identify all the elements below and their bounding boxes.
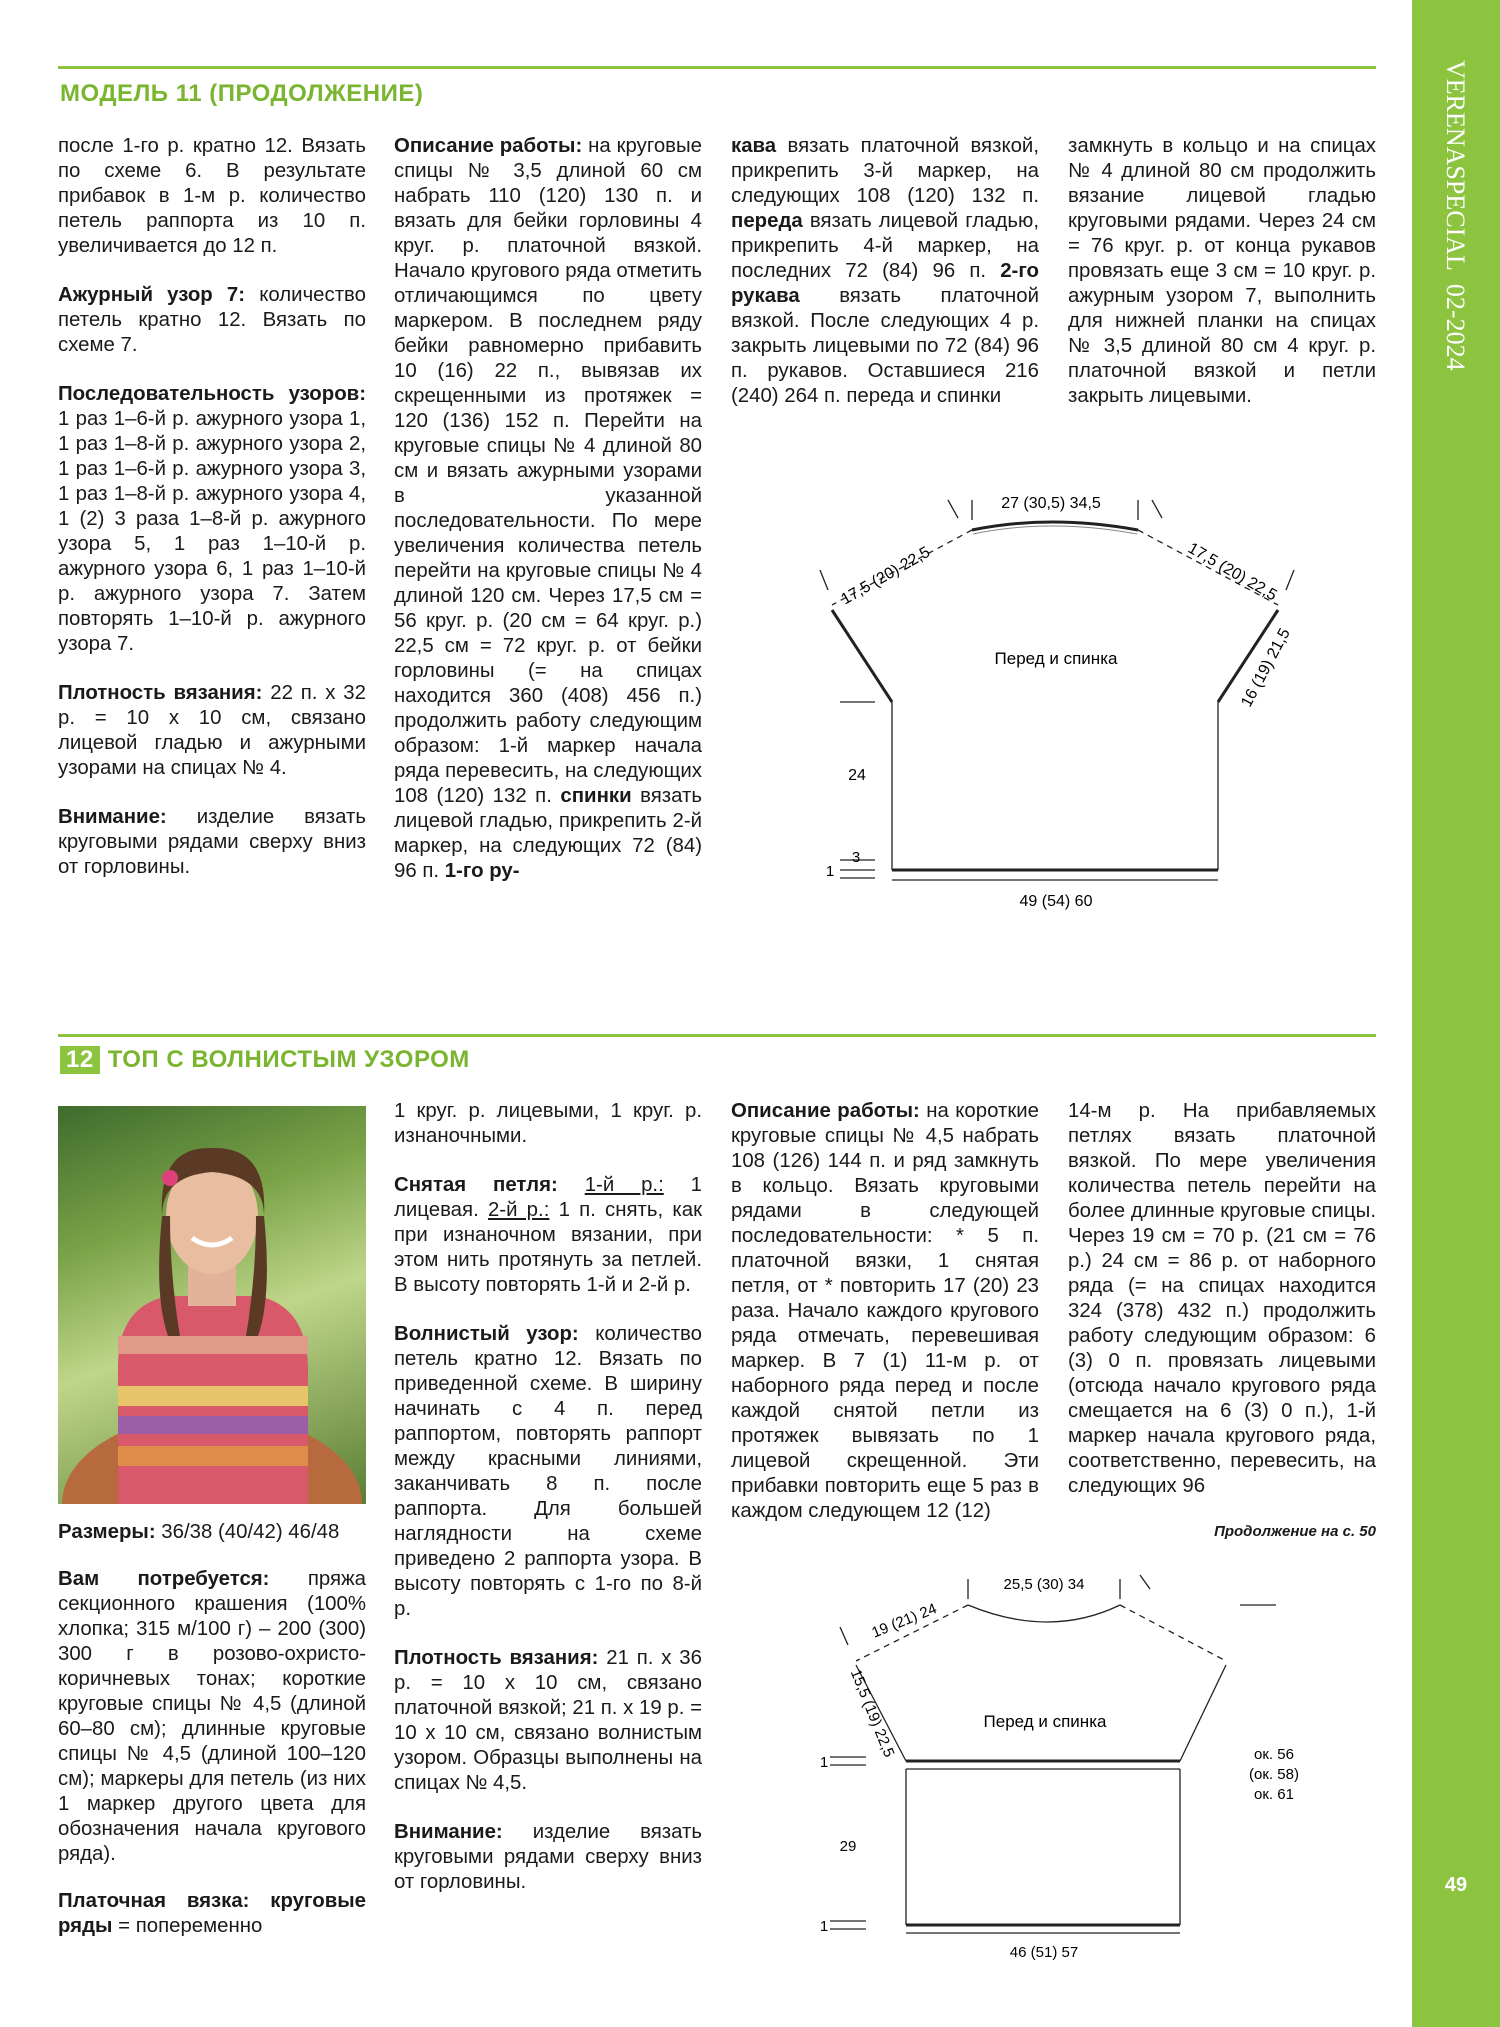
label: Внимание: bbox=[58, 806, 167, 828]
label: Плотность вязания: bbox=[58, 682, 263, 704]
text: изделие вязать круговыми рядами сверху вниз от горловины. bbox=[394, 1821, 702, 1893]
model12-schematic bbox=[800, 1565, 1360, 1975]
label: Описание работы: bbox=[394, 135, 583, 157]
dim-neck: 27 (30,5) 34,5 bbox=[1001, 495, 1101, 512]
text: пряжа секционного крашения (100% хлопка; 315 м/100 г) – 200 (300) 300 г в розово-охристо-коричневых тонах; короткие круговые спицы № 4,5 (длиной 60–80 см); длинные круговые спицы № 4,5 (длиной 100–120 см); маркеры для петель (из них 1 маркер другого цвета для обозначения начала кругового ряда). bbox=[58, 1568, 366, 1865]
label: Ажурный узор 7: bbox=[58, 284, 246, 306]
row-label: 2-й р.: bbox=[487, 1199, 550, 1221]
dim-top-band: 1 bbox=[819, 1754, 829, 1771]
dim-left-sleeve: 17,5 (20) 22,5 bbox=[838, 543, 934, 609]
label: Вам потребуется: bbox=[58, 1568, 270, 1590]
text: количество петель кратно 12. Вязать по приведенной схеме. В ширину начинать с 4 п. перед раппортом, повторять раппорт между красными линиями, заканчивать 8 п. после раппорта. Для большей наглядности на схеме приведено 2 раппорта узора. В высоту повторять с 1-го по 8-й р. bbox=[394, 1323, 702, 1620]
bold-text: кава bbox=[731, 135, 777, 157]
bold-text: 1-го ру- bbox=[444, 860, 520, 882]
dim-band: 3 bbox=[851, 849, 861, 866]
dim-height: 29 bbox=[839, 1838, 857, 1855]
text: = попеременно bbox=[112, 1915, 263, 1937]
text: на круговые спицы № 3,5 длиной 60 см набрать 110 (120) 130 п. и вязать для бейки горловины 4 круг. р. платочной вязкой. Начало кругового ряда отметить отличающимся по цвету маркером. В последнем ряду бейки равномерно прибавить 10 (16) 22 п., вывязав их скрещенными из протяжек = 120 (136) 152 п. Перейти на круговые спицы № 4 длиной 80 см и вязать ажурными узорами в указанной последовательности. По мере увеличения количества петель перейти на круговые спицы № 4 длиной 120 см. Через 17,5 см = 56 круг. р. (20 см = 64 круг. р.) 22,5 см = 72 круг. р. от бейки горловины (= на спицах находится 360 (408) 456 п.) продолжить работу следующим образом: 1-й маркер начала ряда перевесить, на следующих 108 (120) 132 п. bbox=[394, 135, 702, 807]
divider bbox=[58, 66, 1376, 69]
model11-col4 bbox=[1068, 134, 1376, 433]
dim-right-sleeve: 17,5 (20) 22,5 bbox=[1184, 539, 1280, 605]
model-photo bbox=[58, 1106, 366, 1504]
text: вязать платочной вязкой. После следующих 4 р. закрыть лицевыми по 72 (84) 96 п. рукавов. Оставшиеся 216 (240) 264 п. переда и спинки bbox=[731, 285, 1039, 407]
text: изделие вязать круговыми рядами сверху вниз от горловины. bbox=[58, 806, 366, 878]
dim-circ-1: ок. 56 bbox=[1254, 1746, 1294, 1763]
text: 14-м р. На прибавляемых петлях вязать платочной вязкой. По мере увеличения количества петель перейти на более длинные круговые спицы. Через 19 см = 70 р. (21 см = 76 р.) 24 см = 86 р. от наборного ряда (= на спицах находится 324 (378) 432 п.) продолжить работу следующим образом: 6 (3) 0 п. провязать лицевыми (отсюда начало кругового ряда смещается на 6 (3) 0 п.), 1-й маркер начала кругового ряда, соответственно, перевесить, на следующих 96 bbox=[1068, 1100, 1376, 1497]
text: 36/38 (40/42) 46/48 bbox=[155, 1521, 340, 1543]
issue-number: 02-2024 bbox=[1441, 283, 1470, 371]
label: Последовательность узоров: bbox=[58, 383, 366, 405]
text: 1 п. снять, как при изнаночном вязании, при этом нить протянуть за петлей. В высоту повторять 1-й и 2-й р. bbox=[394, 1199, 702, 1296]
label: Плотность вязания: bbox=[394, 1647, 599, 1669]
continued-note: Продолжение на с. 50 bbox=[1214, 1523, 1376, 1540]
page-number: 49 bbox=[1444, 1874, 1468, 1896]
text: замкнуть в кольцо и на спицах № 4 длиной 80 см продолжить вязание лицевой гладью круговыми рядами. Через 24 см = 76 круг. р. от конца рукавов провязать еще 3 см = 10 круг. р. ажурным узором 7, выполнить для нижней планки на спицах № 3,5 длиной 80 см 4 круг. р. платочной вязкой и петли закрыть лицевыми. bbox=[1068, 135, 1376, 407]
model-title: ТОП С ВОЛНИСТЫМ УЗОРОМ bbox=[107, 1046, 470, 1073]
dim-width: 49 (54) 60 bbox=[1019, 893, 1093, 910]
woman-photo-illustration bbox=[58, 1106, 366, 1504]
text: 22 п. х 32 р. = 10 х 10 см, связано лицевой гладью и ажурными узорами на спицах № 4. bbox=[58, 682, 366, 779]
text: на короткие круговые спицы № 4,5 набрать 108 (126) 144 п. и ряд замкнуть в кольцо. Вязать круговыми рядами в следующей последовательности: * 5 п. платочной вязки, 1 снятая петля, от * повторить 17 (20) 23 раза. Начало каждого кругового ряда отмечать, перевешивая маркер. В 7 (1) 11-м р. от наборного ряда перед и после каждой снятой петли из протяжек вывязать по 1 лицевой скрещенной. Эти прибавки повторить еще 5 раз в каждом следующем 12 (12) bbox=[731, 1100, 1039, 1522]
text: 21 п. х 36 р. = 10 х 10 см, связано платочной вязкой; 21 п. х 19 р. = 10 х 10 см, связано волнистым узором. Образцы выполнены на спицах № 4,5. bbox=[394, 1647, 702, 1794]
dim-armhole: 16 (19) 21,5 bbox=[1238, 625, 1294, 710]
model11-col3 bbox=[731, 134, 1039, 433]
section-title-model12 bbox=[60, 1046, 470, 1074]
model11-schematic bbox=[800, 470, 1360, 930]
model12-col3 bbox=[731, 1099, 1039, 1548]
text: после 1-го р. кратно 12. Вязать по схеме 6. В результате прибавок в 1-м р. количество петель раппорта из 10 п. увеличивается до 12 п. bbox=[58, 135, 366, 257]
text: количество петель кратно 12. Вязать по схеме 7. bbox=[58, 284, 367, 356]
label: Платочная вязка: круговые ряды bbox=[58, 1890, 366, 1937]
text: вязать лицевой гладью, прикрепить 4-й маркер, на последних 72 (84) 96 п. bbox=[731, 210, 1039, 282]
magazine-title bbox=[1430, 60, 1480, 420]
text: 1 лицевая. bbox=[394, 1174, 702, 1221]
label: Описание работы: bbox=[731, 1100, 920, 1122]
dim-shoulder: 19 (21) 24 bbox=[869, 1600, 940, 1642]
model12-col2 bbox=[394, 1099, 702, 1919]
label: Волнистый узор: bbox=[394, 1323, 579, 1345]
text: вязать платочной вязкой, прикрепить 3-й маркер, на следующих 108 (120) 132 п. bbox=[731, 135, 1039, 207]
model12-col4 bbox=[1068, 1099, 1376, 1523]
text: вязать лицевой гладью, прикрепить 2-й маркер, на следующих 72 (84) 96 п. bbox=[394, 785, 702, 882]
model12-col1 bbox=[58, 1520, 366, 1963]
bold-text: переда bbox=[731, 210, 803, 232]
row-label: 1-й р.: bbox=[584, 1174, 664, 1196]
magazine-name: VERENASPECIAL bbox=[1441, 60, 1470, 271]
text: 1 раз 1–6-й р. ажурного узора 1, 1 раз 1–8-й р. ажурного узора 2, 1 раз 1–6-й р. ажурного узора 3, 1 раз 1–8-й р. ажурного узора 4, 1 (2) 3 раза 1–8-й р. ажурного узора 5, 1 раз 1–10-й р. ажурного узора 6, 1 раз 1–10-й р. ажурного узора 7. Затем повторять 1–10-й р. ажурного узора 7. bbox=[58, 408, 366, 655]
bold-text: 2-го рукава bbox=[731, 260, 1039, 307]
label: Внимание: bbox=[394, 1821, 503, 1843]
section-title-model11: МОДЕЛЬ 11 (ПРОДОЛЖЕНИЕ) bbox=[60, 80, 424, 107]
dim-band-left: 1 bbox=[825, 863, 835, 880]
label: Размеры: bbox=[58, 1521, 156, 1543]
dim-width: 46 (51) 57 bbox=[1009, 1944, 1079, 1961]
model11-col2 bbox=[394, 134, 702, 908]
dim-armhole: 15,5 (19) 22,5 bbox=[846, 1666, 898, 1760]
dim-circ-2: (ок. 58) bbox=[1249, 1766, 1299, 1783]
model11-col1 bbox=[58, 134, 366, 904]
label: Снятая петля: bbox=[394, 1174, 558, 1196]
diagram-label: Перед и спинка bbox=[983, 1712, 1107, 1731]
diagram-label: Перед и спинка bbox=[994, 649, 1118, 668]
dim-neck: 25,5 (30) 34 bbox=[1003, 1576, 1085, 1593]
neckline bbox=[968, 1605, 1120, 1622]
dim-circ-3: ок. 61 bbox=[1254, 1786, 1294, 1803]
divider bbox=[58, 1034, 1376, 1037]
bold-text: спинки bbox=[560, 785, 632, 807]
model-number-badge: 12 bbox=[60, 1046, 100, 1074]
text: 1 круг. р. лицевыми, 1 круг. р. изнаночными. bbox=[394, 1100, 702, 1147]
dim-height: 24 bbox=[848, 767, 866, 784]
dim-bottom-band: 1 bbox=[819, 1918, 829, 1935]
